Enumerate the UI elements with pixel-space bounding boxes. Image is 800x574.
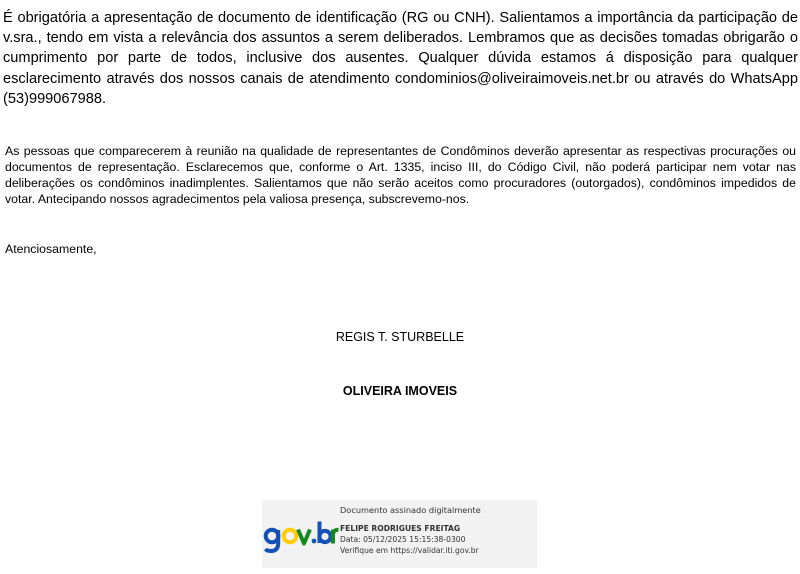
company-name: OLIVEIRA IMOVEIS (342, 384, 458, 398)
paragraph-representatives-notice: As pessoas que comparecerem à reunião na qualidade de representantes de Condôminos deverão apresentar as respectivas procurações ou documentos de representação. Esclarecemos que, conforme o Art. 1335, inciso III, do Código Civil, não poderá participar nem votar nas deliberações os condôminos inadimplentes. Salientamos que não serão aceitos como procuradores (outorgados), condôminos impedidos de votar. Antecipando nossos agradecimentos pela valiosa presença, subscrevemo-nos. (5, 144, 796, 207)
stamp-title: Documento assinado digitalmente (340, 505, 481, 515)
digital-signature-stamp (262, 500, 537, 568)
stamp-signer-name: FELIPE RODRIGUES FREITAG (340, 524, 461, 533)
stamp-verify-link[interactable]: Verifique em https://validar.iti.gov.br (340, 546, 479, 555)
closing-salutation: Atenciosamente, (5, 242, 97, 256)
paragraph-identification-notice: É obrigatória a apresentação de documento de identificação (RG ou CNH). Salientamos a importância da participação de v.sra., tendo em vista a relevância dos assuntos a serem deliberados. Lembramos que as decisões tomadas obrigarão o cumprimento por parte de todos, inclusive dos ausentes. Qualquer dúvida estamos á disposição para qualquer esclarecimento através dos nossos canais de atendimento condominios@oliveiraimoveis.net.br ou através do WhatsApp (53)999067988. (3, 10, 798, 107)
signer-name: REGIS T. STURBELLE (335, 330, 465, 344)
stamp-text-block (340, 504, 535, 556)
stamp-date: Data: 05/12/2025 15:15:38-0300 (340, 535, 466, 544)
govbr-logo (263, 520, 339, 554)
